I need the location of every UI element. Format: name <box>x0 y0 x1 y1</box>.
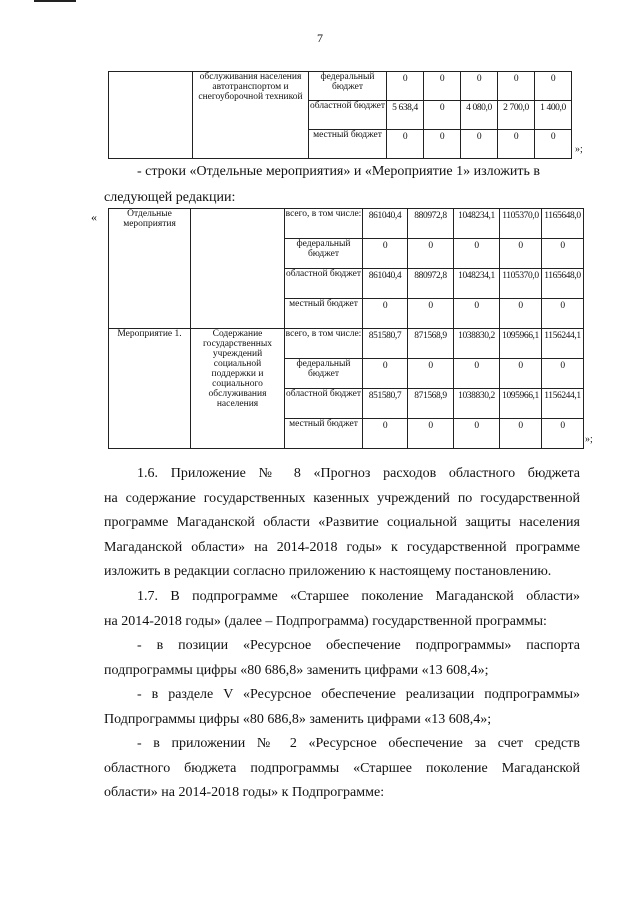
paragraph-1-6 <box>104 462 580 585</box>
amount-cell: 0 <box>542 299 584 329</box>
amount-cell: 0 <box>454 239 500 269</box>
table1-value: 0 <box>387 130 424 159</box>
amount-cell: 0 <box>542 359 584 389</box>
table1-value: 0 <box>461 72 498 101</box>
table1-value: 1 400,0 <box>535 101 572 130</box>
paragraph-line: подпрограммы цифры «80 686,8» заменить цифрами «13 608,4»; <box>104 662 489 678</box>
table1-value: 5 638,4 <box>387 101 424 130</box>
amount-cell: 0 <box>454 299 500 329</box>
group-description <box>191 209 285 329</box>
page-number: 7 <box>317 31 323 45</box>
amount-cell: 851580,7 <box>363 329 408 359</box>
funding-source: местный бюджет <box>285 299 363 329</box>
amount-cell: 0 <box>363 239 408 269</box>
amount-cell: 0 <box>408 419 454 449</box>
amount-cell: 1165648,0 <box>542 209 584 239</box>
paragraph-line: на содержание государственных казенных учреждений по государственной <box>104 490 580 506</box>
paragraph-line: 1.7. В подпрограмме «Старшее поколение Магаданской области» <box>137 589 580 604</box>
amount-cell: 0 <box>500 299 542 329</box>
group-name: Мероприятие 1. <box>109 329 191 449</box>
paragraph-line: - в позиции «Ресурсное обеспечение подпрограммы» паспорта <box>137 638 580 653</box>
amount-cell: 0 <box>363 419 408 449</box>
paragraph-line: Подпрограммы цифры «80 686,8» заменить цифрами «13 608,4»; <box>104 711 492 727</box>
paragraph-line: программе Магаданской области «Развитие социальной защиты населения <box>104 515 580 530</box>
table1-value: 0 <box>424 72 461 101</box>
funding-source: областной бюджет <box>285 389 363 419</box>
table1-source: местный бюджет <box>309 130 387 159</box>
amount-cell: 0 <box>500 239 542 269</box>
amount-cell: 880972,8 <box>408 209 454 239</box>
amount-cell: 1156244,1 <box>542 389 584 419</box>
funding-source: областной бюджет <box>285 269 363 299</box>
paragraph-line: - в разделе V «Ресурсное обеспечение реализации подпрограммы» <box>137 687 580 702</box>
amount-cell: 0 <box>363 359 408 389</box>
amount-cell: 1156244,1 <box>542 329 584 359</box>
amount-cell: 1105370,0 <box>500 209 542 239</box>
budget-table <box>108 208 584 449</box>
table1-value: 4 080,0 <box>461 101 498 130</box>
amount-cell: 871568,9 <box>408 389 454 419</box>
amount-cell: 1095966,1 <box>500 389 542 419</box>
funding-source: местный бюджет <box>285 419 363 449</box>
paragraph-line: изложить в редакции согласно приложению к настоящему постановлению. <box>104 564 552 579</box>
paragraph-line: на 2014-2018 годы» (далее – Подпрограмма) государственной программы: <box>104 613 547 629</box>
budget-table-fragment <box>108 71 572 159</box>
table1-value: 2 700,0 <box>498 101 535 130</box>
paragraph-line: - в приложении № 2 «Ресурсное обеспечение за счет средств <box>137 736 580 751</box>
funding-source: федеральный бюджет <box>285 239 363 269</box>
amount-cell: 0 <box>363 299 408 329</box>
amount-cell: 0 <box>408 239 454 269</box>
group-name: Отдельные мероприятия <box>109 209 191 329</box>
amount-cell: 1165648,0 <box>542 269 584 299</box>
instruction-line-1: - строки «Отдельные мероприятия» и «Мероприятие 1» изложить в <box>137 164 541 179</box>
table1-value: 0 <box>424 101 461 130</box>
table2-open-quote: « <box>91 210 97 224</box>
amount-cell: 0 <box>542 419 584 449</box>
amount-cell: 880972,8 <box>408 269 454 299</box>
group-description: Содержание государственных учреждений социальной поддержки и социального обслуживания населения <box>191 329 285 449</box>
table1-value: 0 <box>498 72 535 101</box>
amount-cell: 0 <box>542 239 584 269</box>
table1-source: областной бюджет <box>309 101 387 130</box>
instruction-line-2: следующей редакции: <box>104 190 236 205</box>
amount-cell: 0 <box>454 359 500 389</box>
amount-cell: 1038830,2 <box>454 389 500 419</box>
table1-description: обслуживания населения автотранспортом и снегоуборочной техникой <box>193 72 309 159</box>
amount-cell: 1048234,1 <box>454 269 500 299</box>
paragraph-line: области» на 2014-2018 годы» к Подпрограмме: <box>104 785 385 800</box>
funding-source: федеральный бюджет <box>285 359 363 389</box>
top-rule <box>34 0 76 2</box>
table1-value: 0 <box>461 130 498 159</box>
amount-cell: 0 <box>454 419 500 449</box>
table1-name-cell <box>109 72 193 159</box>
table1-value: 0 <box>535 130 572 159</box>
table1-value: 0 <box>424 130 461 159</box>
table1-value: 0 <box>387 72 424 101</box>
paragraph-line: Магаданской области» на 2014-2018 годы» к государственной программе <box>104 539 580 555</box>
table1-value: 0 <box>498 130 535 159</box>
amount-cell: 0 <box>408 299 454 329</box>
table2-close-quote: »; <box>585 434 593 445</box>
amount-cell: 1095966,1 <box>500 329 542 359</box>
amount-cell: 1048234,1 <box>454 209 500 239</box>
amount-cell: 1038830,2 <box>454 329 500 359</box>
table1-close-quote: »; <box>575 144 583 155</box>
paragraph-line: 1.6. Приложение № 8 «Прогноз расходов областного бюджета <box>137 466 580 481</box>
amount-cell: 0 <box>500 359 542 389</box>
funding-source: всего, в том числе: <box>285 209 363 239</box>
paragraph-1-7 <box>104 585 580 806</box>
table1-value: 0 <box>535 72 572 101</box>
amount-cell: 861040,4 <box>363 209 408 239</box>
amount-cell: 0 <box>408 359 454 389</box>
amount-cell: 851580,7 <box>363 389 408 419</box>
paragraph-line: областного бюджета подпрограммы «Старшее поколение Магаданской <box>104 760 580 776</box>
amount-cell: 0 <box>500 419 542 449</box>
table1-source: федеральный бюджет <box>309 72 387 101</box>
amount-cell: 871568,9 <box>408 329 454 359</box>
funding-source: всего, в том числе: <box>285 329 363 359</box>
amount-cell: 861040,4 <box>363 269 408 299</box>
amount-cell: 1105370,0 <box>500 269 542 299</box>
